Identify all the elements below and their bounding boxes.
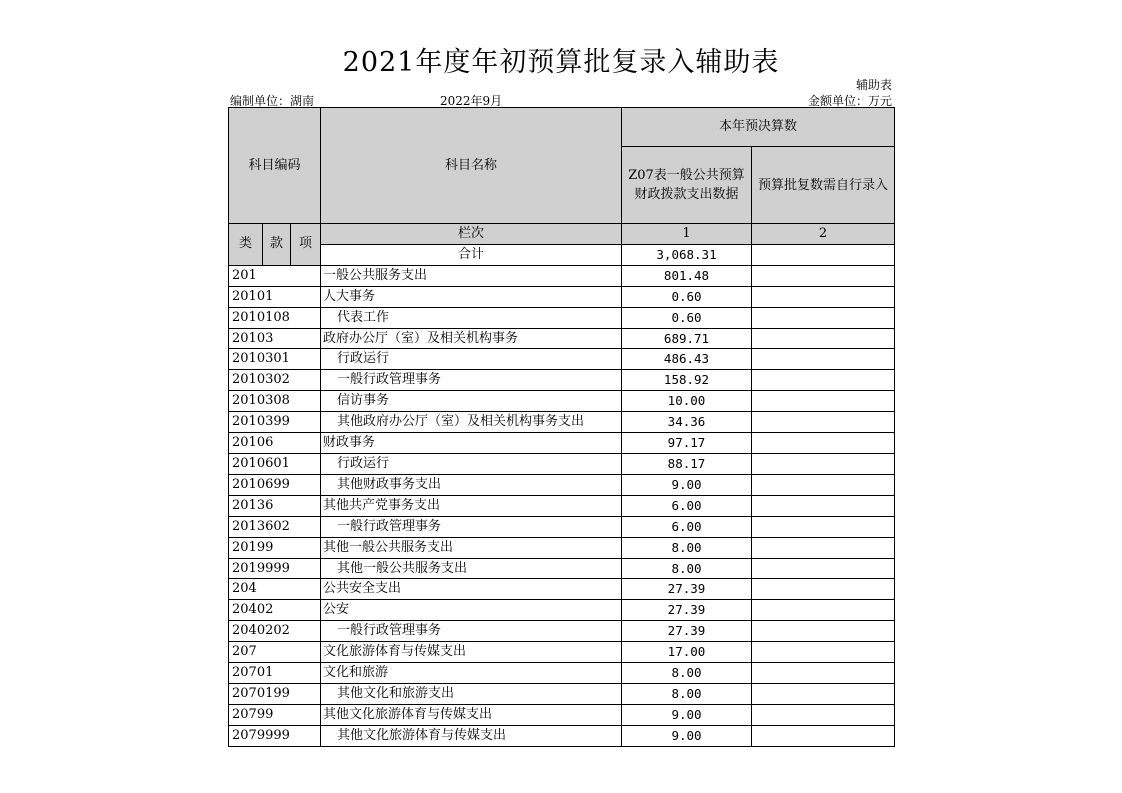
table-row (229, 704, 895, 725)
subject-code-cell: 2010601 (229, 453, 321, 474)
approved-budget-cell[interactable] (752, 579, 895, 600)
table-row (229, 621, 895, 642)
approved-budget-cell[interactable] (752, 495, 895, 516)
subject-code-cell: 20101 (229, 286, 321, 307)
z07-value-cell: 9.00 (622, 474, 752, 495)
subject-name-cell: 一般行政管理事务 (321, 370, 622, 391)
date-label: 2022年9月 (440, 94, 503, 108)
subject-code-cell: 2010308 (229, 391, 321, 412)
z07-value-cell: 9.00 (622, 725, 752, 746)
approved-budget-cell[interactable] (752, 349, 895, 370)
subject-code-cell: 207 (229, 642, 321, 663)
subject-code-cell: 204 (229, 579, 321, 600)
subject-name-cell: 其他文化旅游体育与传媒支出 (321, 725, 622, 746)
table-row (229, 286, 895, 307)
z07-value-cell: 801.48 (622, 265, 752, 286)
header-subject-code: 科目编码 (229, 108, 321, 224)
table-row (229, 663, 895, 684)
approved-budget-cell[interactable] (752, 704, 895, 725)
approved-budget-cell[interactable] (752, 683, 895, 704)
subject-name-cell: 其他文化旅游体育与传媒支出 (321, 704, 622, 725)
table-row (229, 516, 895, 537)
z07-value-cell: 34.36 (622, 412, 752, 433)
z07-value-cell: 27.39 (622, 621, 752, 642)
approved-budget-cell[interactable] (752, 558, 895, 579)
table-row (229, 307, 895, 328)
header-lanci: 栏次 (321, 224, 622, 245)
header-subject-name: 科目名称 (321, 108, 622, 224)
z07-value-cell: 27.39 (622, 600, 752, 621)
total-label: 合计 (321, 244, 622, 265)
table-row (229, 433, 895, 454)
subject-name-cell: 其他共产党事务支出 (321, 495, 622, 516)
approved-budget-cell[interactable] (752, 265, 895, 286)
header-lei: 类 (229, 224, 263, 266)
header-col2-num: 2 (752, 224, 895, 245)
approved-budget-cell[interactable] (752, 642, 895, 663)
subject-name-cell: 一般行政管理事务 (321, 621, 622, 642)
subject-name-cell: 公共安全支出 (321, 579, 622, 600)
z07-value-cell: 8.00 (622, 558, 752, 579)
subject-code-cell: 2013602 (229, 516, 321, 537)
header-col1-num: 1 (622, 224, 752, 245)
subject-code-cell: 20799 (229, 704, 321, 725)
subject-code-cell: 2019999 (229, 558, 321, 579)
subject-name-cell: 一般行政管理事务 (321, 516, 622, 537)
subject-name-cell: 其他文化和旅游支出 (321, 683, 622, 704)
table-row (229, 579, 895, 600)
subject-code-cell: 20106 (229, 433, 321, 454)
subject-code-cell: 2010699 (229, 474, 321, 495)
subject-code-cell: 20402 (229, 600, 321, 621)
approved-budget-cell[interactable] (752, 391, 895, 412)
subject-code-cell: 2010301 (229, 349, 321, 370)
approved-budget-cell[interactable] (752, 621, 895, 642)
subject-name-cell: 公安 (321, 600, 622, 621)
subject-name-cell: 行政运行 (321, 349, 622, 370)
subject-code-cell: 2010302 (229, 370, 321, 391)
total-col2 (752, 244, 895, 265)
subject-code-cell: 201 (229, 265, 321, 286)
z07-value-cell: 0.60 (622, 307, 752, 328)
subject-code-cell: 2040202 (229, 621, 321, 642)
subject-name-cell: 一般公共服务支出 (321, 265, 622, 286)
z07-value-cell: 8.00 (622, 537, 752, 558)
header-xiang: 项 (291, 224, 321, 266)
subject-name-cell: 其他财政事务支出 (321, 474, 622, 495)
subject-name-cell: 政府办公厅（室）及相关机构事务 (321, 328, 622, 349)
unit-label: 编制单位：湖南 (230, 94, 315, 108)
header-col2: 预算批复数需自行录入 (752, 147, 895, 224)
header-kuan: 款 (263, 224, 291, 266)
approved-budget-cell[interactable] (752, 453, 895, 474)
approved-budget-cell[interactable] (752, 663, 895, 684)
approved-budget-cell[interactable] (752, 370, 895, 391)
subject-code-cell: 20199 (229, 537, 321, 558)
subject-code-cell: 20136 (229, 495, 321, 516)
z07-value-cell: 6.00 (622, 516, 752, 537)
table-row (229, 600, 895, 621)
subject-name-cell: 文化旅游体育与传媒支出 (321, 642, 622, 663)
header-year-group: 本年预决算数 (622, 108, 895, 147)
table-row (229, 474, 895, 495)
z07-value-cell: 6.00 (622, 495, 752, 516)
subject-name-cell: 其他一般公共服务支出 (321, 537, 622, 558)
subject-code-cell: 20701 (229, 663, 321, 684)
table-row (229, 495, 895, 516)
z07-value-cell: 9.00 (622, 704, 752, 725)
total-row (229, 244, 895, 265)
table-row (229, 349, 895, 370)
approved-budget-cell[interactable] (752, 433, 895, 454)
z07-value-cell: 97.17 (622, 433, 752, 454)
table-row (229, 328, 895, 349)
approved-budget-cell[interactable] (752, 412, 895, 433)
approved-budget-cell[interactable] (752, 474, 895, 495)
subject-name-cell: 代表工作 (321, 307, 622, 328)
z07-value-cell: 88.17 (622, 453, 752, 474)
money-unit-label: 金额单位：万元 (807, 94, 892, 108)
table-row (229, 453, 895, 474)
table-row (229, 725, 895, 746)
approved-budget-cell[interactable] (752, 537, 895, 558)
subject-name-cell: 行政运行 (321, 453, 622, 474)
approved-budget-cell[interactable] (752, 516, 895, 537)
subject-code-cell: 2010108 (229, 307, 321, 328)
z07-value-cell: 27.39 (622, 579, 752, 600)
table-row (229, 683, 895, 704)
subject-name-cell: 文化和旅游 (321, 663, 622, 684)
subject-name-cell: 信访事务 (321, 391, 622, 412)
table-row (229, 265, 895, 286)
subject-name-cell: 人大事务 (321, 286, 622, 307)
z07-value-cell: 158.92 (622, 370, 752, 391)
table-row (229, 537, 895, 558)
table-row (229, 391, 895, 412)
subject-code-cell: 2079999 (229, 725, 321, 746)
table-type-label: 辅助表 (855, 78, 892, 92)
table-row (229, 370, 895, 391)
z07-value-cell: 689.71 (622, 328, 752, 349)
z07-value-cell: 8.00 (622, 663, 752, 684)
subject-code-cell: 20103 (229, 328, 321, 349)
subject-code-cell: 2010399 (229, 412, 321, 433)
table-row (229, 412, 895, 433)
approved-budget-cell[interactable] (752, 328, 895, 349)
z07-value-cell: 486.43 (622, 349, 752, 370)
z07-value-cell: 17.00 (622, 642, 752, 663)
subject-name-cell: 其他政府办公厅（室）及相关机构事务支出 (321, 412, 622, 433)
header-col1: Z07表一般公共预算财政拨款支出数据 (622, 147, 752, 224)
z07-value-cell: 10.00 (622, 391, 752, 412)
z07-value-cell: 8.00 (622, 683, 752, 704)
subject-name-cell: 其他一般公共服务支出 (321, 558, 622, 579)
budget-table (228, 107, 895, 747)
total-value: 3,068.31 (622, 244, 752, 265)
approved-budget-cell[interactable] (752, 307, 895, 328)
z07-value-cell: 0.60 (622, 286, 752, 307)
page-title: 2021年度年初预算批复录入辅助表 (342, 47, 780, 78)
table-row (229, 642, 895, 663)
approved-budget-cell[interactable] (752, 286, 895, 307)
subject-name-cell: 财政事务 (321, 433, 622, 454)
table-row (229, 558, 895, 579)
subject-code-cell: 2070199 (229, 683, 321, 704)
approved-budget-cell[interactable] (752, 600, 895, 621)
approved-budget-cell[interactable] (752, 725, 895, 746)
